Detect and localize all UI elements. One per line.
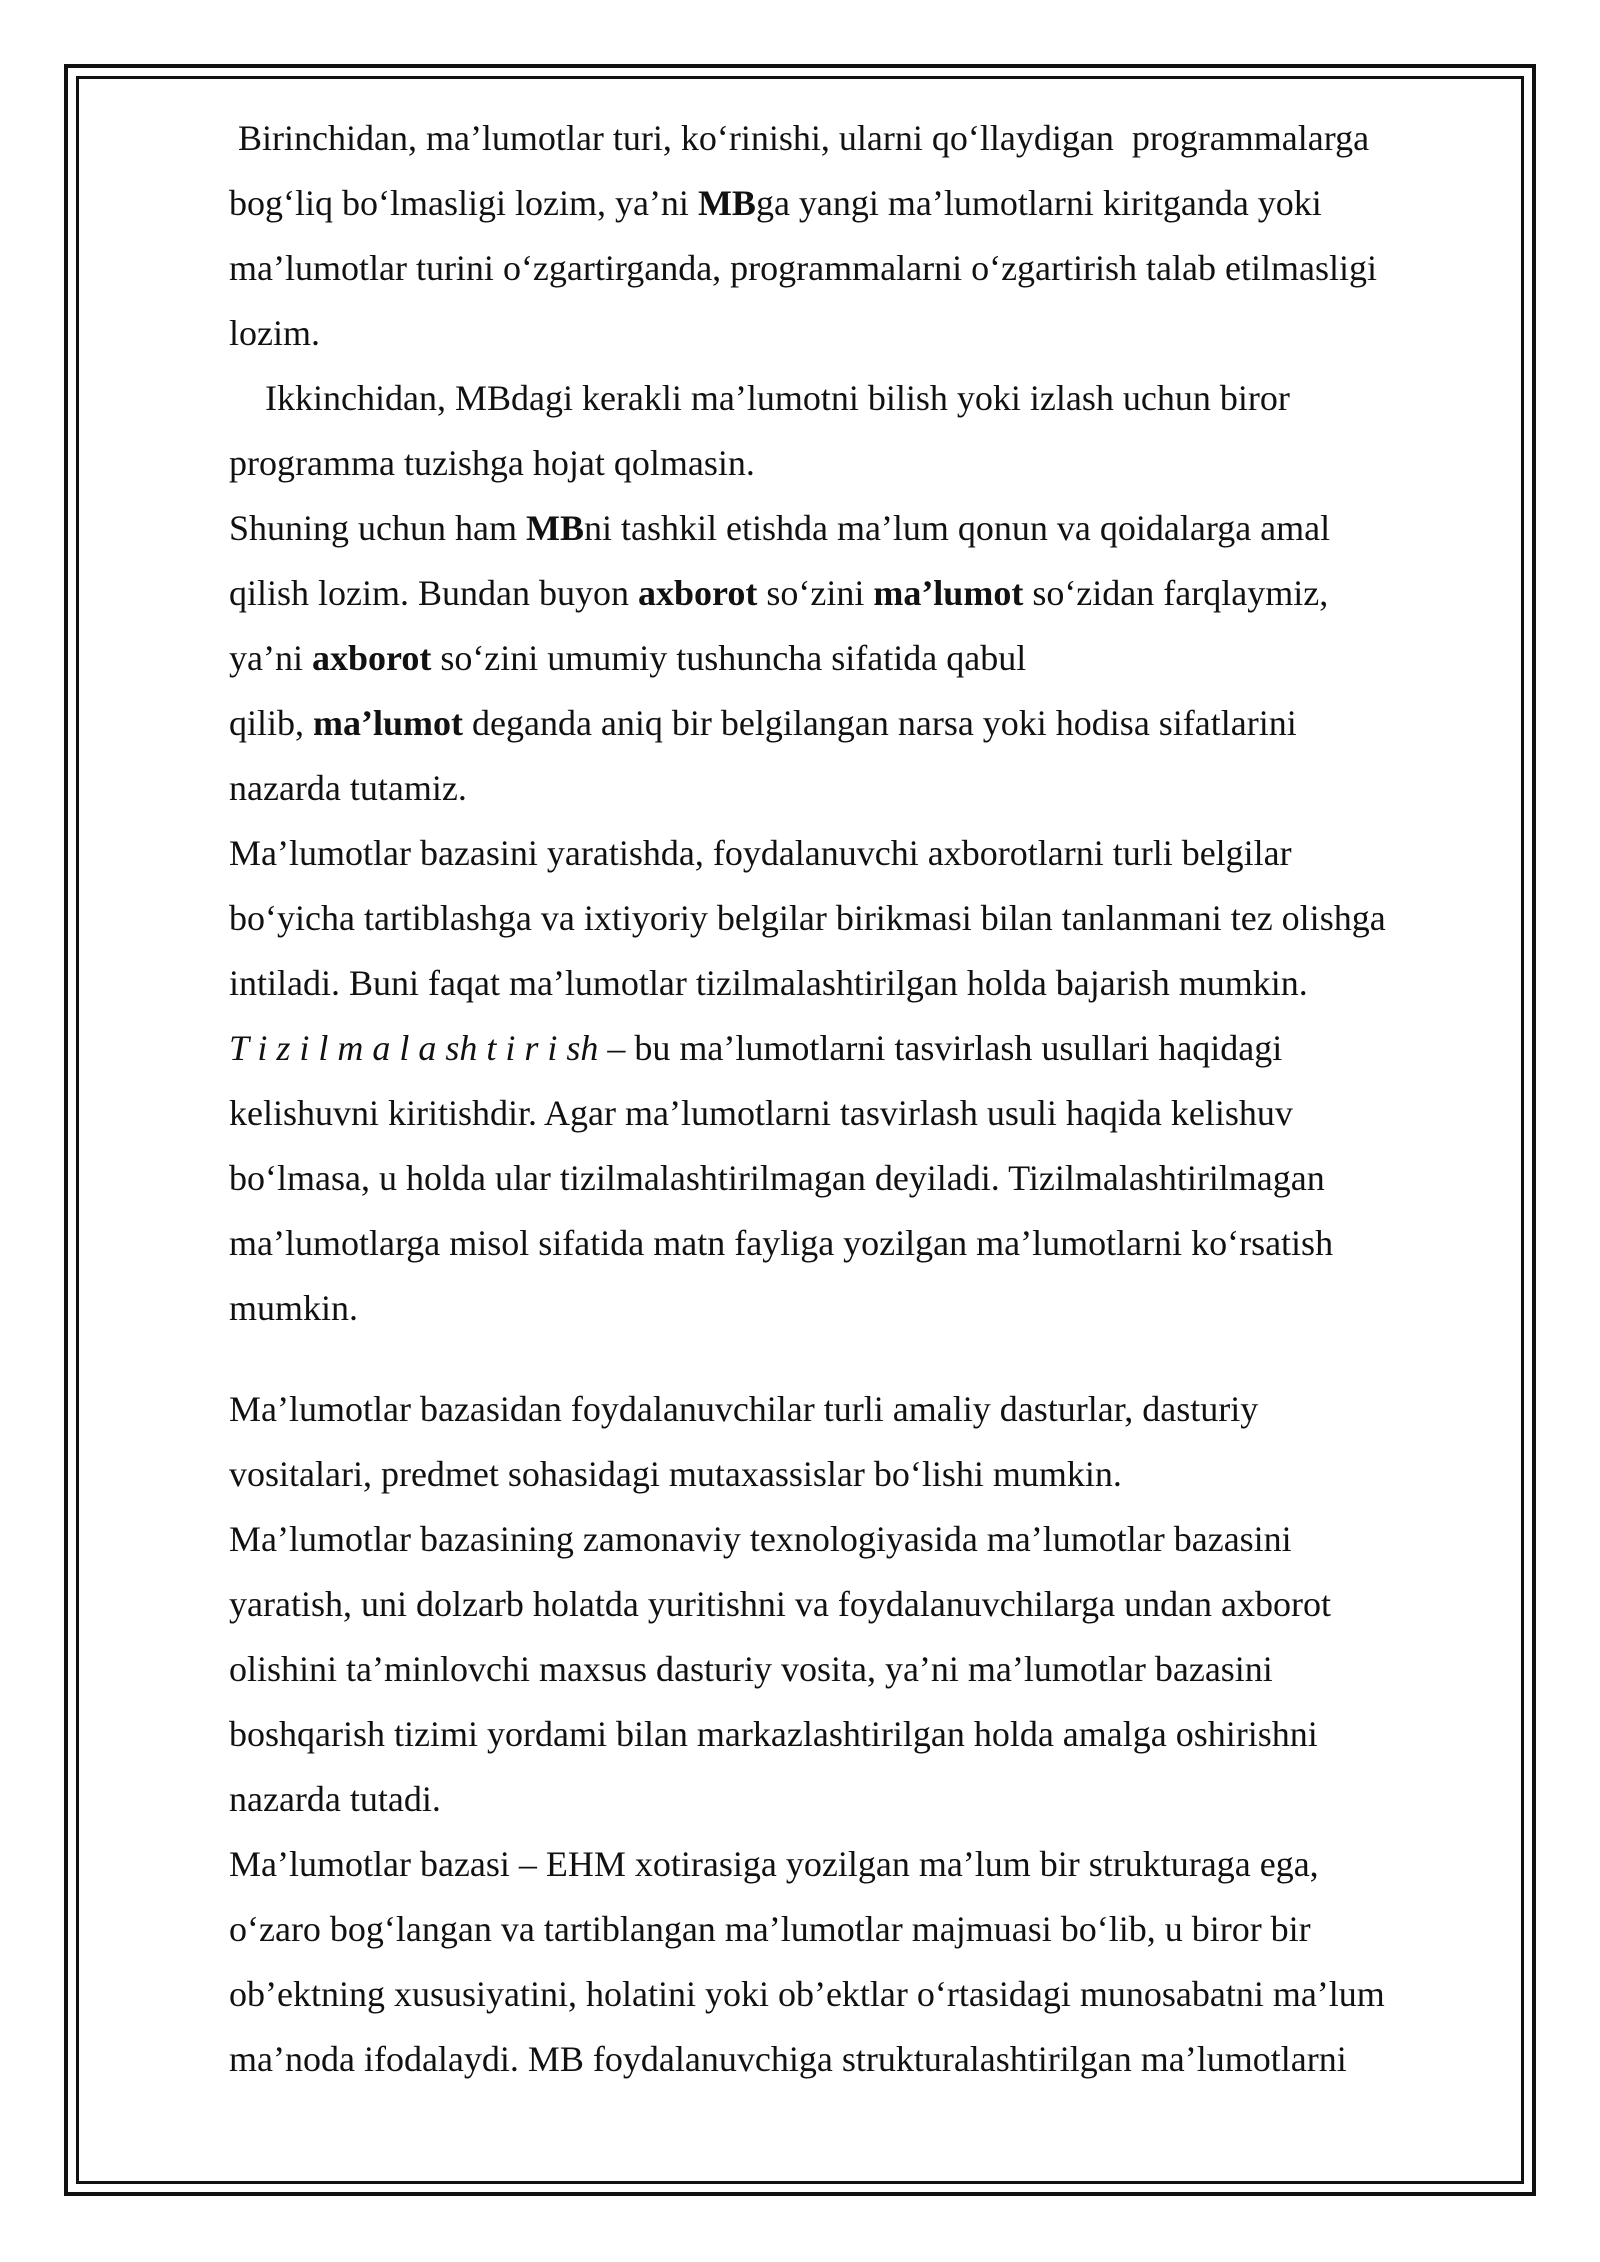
text-run: qilib, (229, 703, 314, 743)
text-line: intiladi. Buni faqat ma’lumotlar tizilmalashtirilgan holda bajarish mumkin. (229, 963, 1308, 1003)
text-line: Ma’lumotlar bazasining zamonaviy texnologiyasida ma’lumotlar bazasini (229, 1519, 1292, 1559)
text-run: – bu ma’lumotlarni tasvirlash usullari haqidagi (598, 1028, 1283, 1068)
text-line: o‘zaro bog‘langan va tartiblangan ma’lumotlar majmuasi bo‘lib, u biror bir (229, 1909, 1311, 1949)
text-line: olishini ta’minlovchi maxsus dasturiy vosita, ya’ni ma’lumotlar bazasini (229, 1649, 1273, 1689)
bold-term: axborot (638, 573, 758, 613)
paragraph-2 (229, 366, 1469, 496)
text-run: so‘zidan farqlaymiz, (1023, 573, 1329, 613)
bold-term: axborot (311, 638, 432, 678)
text-line (229, 691, 1469, 756)
text-run: ga yangi ma’lumotlarni kiritganda yoki (755, 183, 1322, 223)
text-line (229, 171, 1469, 236)
text-line (229, 561, 1469, 626)
text-line: ma’lumotlar turini o‘zgartirganda, programmalarni o‘zgartirish talab etilmasligi (229, 248, 1377, 288)
text-line: Ma’lumotlar bazasidan foydalanuvchilar turli amaliy dasturlar, dasturiy (229, 1389, 1259, 1429)
text-run: Shuning uchun ham (229, 508, 526, 548)
paragraph-3 (229, 496, 1469, 821)
text-run: so‘zini (757, 573, 874, 613)
paragraph-8 (229, 1832, 1469, 2092)
text-line: ma’lumotlarga misol sifatida matn fayliga yozilgan ma’lumotlarni ko‘rsatish (229, 1223, 1334, 1263)
bold-term: ma’lumot (873, 573, 1024, 613)
text-line (229, 496, 1469, 561)
text-line: mumkin. (229, 1288, 359, 1328)
text-line (229, 1016, 1469, 1081)
text-line: Ikkinchidan, MBdagi kerakli ma’lumotni bilish yoki izlash uchun biror (229, 378, 1290, 418)
text-line: vositalari, predmet sohasidagi mutaxassislar bo‘lishi mumkin. (229, 1454, 1122, 1494)
bold-term: MB (525, 508, 584, 548)
text-line: Ma’lumotlar bazasini yaratishda, foydalanuvchi axborotlarni turli belgilar (229, 833, 1292, 873)
text-line: nazarda tutamiz. (229, 768, 467, 808)
text-line: bo‘yicha tartiblashga va ixtiyoriy belgilar birikmasi bilan tanlanmani tez olishga (229, 898, 1386, 938)
text-line (229, 626, 1469, 691)
text-line: ob’ektning xususiyatini, holatini yoki ob’ektlar o‘rtasidagi munosabatni ma’lum (229, 1974, 1385, 2014)
text-run: bog‘liq bo‘lmasligi lozim, ya’ni (229, 183, 698, 223)
italic-term: T i z i l m a l a sh t i r i sh (229, 1028, 599, 1068)
text-run: qilish lozim. Bundan buyon (229, 573, 638, 613)
text-run: ni tashkil etishda ma’lum qonun va qoidalarga amal (583, 508, 1331, 548)
text-line: kelishuvni kiritishdir. Agar ma’lumotlarni tasvirlash usuli haqida kelishuv (229, 1093, 1293, 1133)
document-body (229, 106, 1469, 2092)
bold-term: ma’lumot (313, 703, 463, 743)
text-line: boshqarish tizimi yordami bilan markazlashtirilgan holda amalga oshirishni (229, 1714, 1318, 1754)
text-line: lozim. (229, 313, 320, 353)
text-line: Birinchidan, ma’lumotlar turi, ko‘rinishi, ularni qo‘llaydigan programmalarga (229, 118, 1370, 158)
text-line: bo‘lmasa, u holda ular tizilmalashtirilmagan deyiladi. Tizilmalashtirilmagan (229, 1158, 1325, 1198)
paragraph-1 (229, 106, 1469, 366)
paragraph-7 (229, 1507, 1469, 1832)
bold-term: MB (697, 183, 756, 223)
paragraph-spacer (229, 1341, 1469, 1377)
text-line: yaratish, uni dolzarb holatda yuritishni va foydalanuvchilarga undan axborot (229, 1584, 1332, 1624)
text-line: ma’noda ifodalaydi. MB foydalanuvchiga strukturalashtirilgan ma’lumotlarni (229, 2039, 1347, 2079)
paragraph-4 (229, 821, 1469, 1016)
text-run: ya’ni (229, 638, 312, 678)
text-run: deganda aniq bir belgilangan narsa yoki hodisa sifatlarini (463, 703, 1297, 743)
paragraph-5 (229, 1016, 1469, 1341)
text-run: so‘zini umumiy tushuncha sifatida qabul (431, 638, 1027, 678)
text-line: programma tuzishga hojat qolmasin. (229, 443, 755, 483)
text-line: nazarda tutadi. (229, 1779, 441, 1819)
paragraph-6 (229, 1377, 1469, 1507)
text-line: Ma’lumotlar bazasi – EHM xotirasiga yozilgan ma’lum bir strukturaga ega, (229, 1844, 1319, 1884)
